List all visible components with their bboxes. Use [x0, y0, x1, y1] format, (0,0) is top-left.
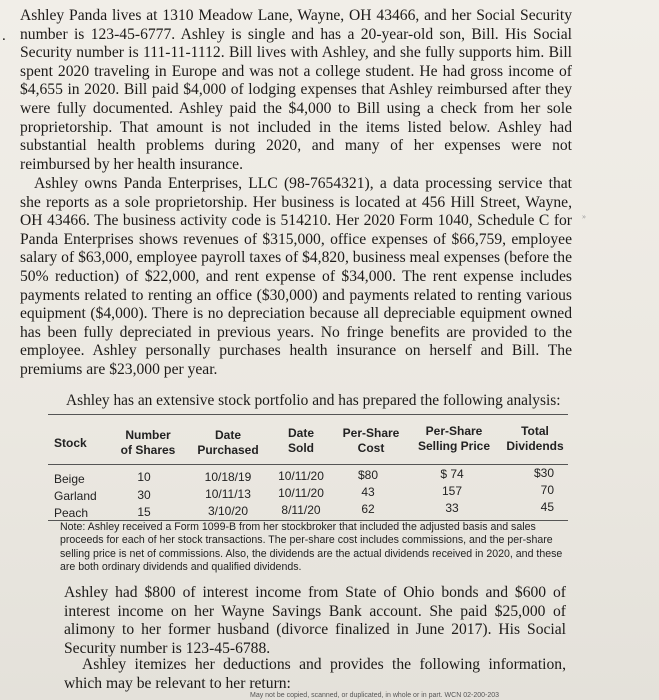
paragraph-stock-intro: Ashley has an extensive stock portfolio and has prepared the following analysis: [66, 392, 561, 409]
cell-shares: 10 [137, 470, 151, 484]
cell-date-purchased: 10/18/19 [204, 470, 252, 484]
table-note: Note: Ashley received a Form 1099-B from her stockbroker that included the adjusted basis and sales proceeds for each of her stock transactions. The per-share cost includes commissions, and the per-share selling price is net of commissions. Also, the dividends are the actual dividends received in 2020, and these are both ordinary dividends and qualified dividends. [60, 521, 563, 574]
cell-selling-price: 157 [441, 484, 463, 498]
header-shares: Number of Shares [120, 428, 176, 457]
header-date-sold: Date Sold [287, 426, 314, 455]
header-stock: Stock [54, 436, 87, 450]
cell-shares: 30 [137, 488, 151, 502]
cell-cost: 62 [361, 502, 375, 516]
cell-stock: Beige [54, 472, 85, 486]
cell-dividends: 45 [540, 500, 554, 514]
cell-shares: 15 [137, 505, 151, 519]
problem-number-marker: . [2, 28, 6, 44]
paragraph-itemized-intro: Ashley itemizes her deductions and provides the following information, which may be relevant to her return: [64, 656, 566, 692]
cell-selling-price: $ 74 [440, 467, 464, 481]
header-date-purchased: Date Purchased [197, 428, 259, 457]
cell-date-purchased: 10/11/13 [205, 487, 251, 501]
header-bottom-rule [48, 464, 568, 465]
cell-cost: 43 [361, 485, 375, 499]
cell-dividends: 70 [540, 483, 554, 497]
table-top-rule [48, 414, 568, 415]
copyright-footer: May not be copied, scanned, or duplicated, in whole or in part. WCN 02-200-203 [250, 692, 500, 699]
cell-selling-price: 33 [445, 501, 459, 515]
paragraph-business-info: Ashley owns Panda Enterprises, LLC (98-7654321), a data processing service that she reports as a sole proprietorship. Her business is located at 456 Hill Street, Wayne, OH 43466. The business activity code is 514210. Her 2020 Form 1040, Schedule C for Panda Enterprises shows revenues of $315,000, office expenses of $66,759, employee salary of $63,000, employee payroll taxes of $4,820, business meal expenses (before the 50% reduction) of $22,000, and rent expense of $34,000. The rent expense includes payments related to renting an office ($30,000) and payments related to renting various equipment ($4,000). There is no depreciation because all depreciable equipment owned has been fully depreciated in previous years. No fringe benefits are provided to the employee. Ashley personally purchases health insurance on herself and Bill. The premiums are $23,000 per year. [20, 175, 572, 378]
paragraph-personal-info: Ashley Panda lives at 1310 Meadow Lane, Wayne, OH 43466, and her Social Security number is 123-45-6777. Ashley is single and has a 20-year-old son, Bill. His Social Security number is 111-11-1112. Bill lives with Ashley, and she fully supports him. Bill spent 2020 traveling in Europe and was not a college student. He had gross income of $4,655 in 2020. Bill paid $4,000 of lodging expenses that Ashley reimbursed after they were fully documented. Ashley paid the $4,000 to Bill using a check from her sole proprietorship. That amount is not included in the items listed below. Ashley had substantial health problems during 2020, and many of her expenses were not reimbursed by her health insurance. [20, 7, 572, 173]
cell-dividends: $30 [533, 466, 554, 480]
cell-date-sold: 10/11/20 [278, 469, 324, 483]
header-total-dividends: Total Dividends [506, 424, 564, 453]
stray-mark: » [582, 212, 586, 221]
header-per-share-cost: Per-Share Cost [342, 426, 400, 455]
cell-stock: Garland [54, 489, 97, 503]
cell-cost: $80 [357, 468, 379, 482]
header-selling-price: Per-Share Selling Price [417, 424, 491, 453]
cell-date-sold: 8/11/20 [281, 503, 321, 517]
paragraph-interest-alimony: Ashley had $800 of interest income from State of Ohio bonds and $600 of interest income on her Wayne Savings Bank account. She paid $25,000 of alimony to her former husband (divorce finalized in June 2017). His Social Security number is 123-45-6788. [64, 584, 566, 657]
cell-date-sold: 10/11/20 [278, 486, 324, 500]
cell-stock: Peach [54, 506, 89, 520]
cell-date-purchased: 3/10/20 [207, 504, 249, 518]
